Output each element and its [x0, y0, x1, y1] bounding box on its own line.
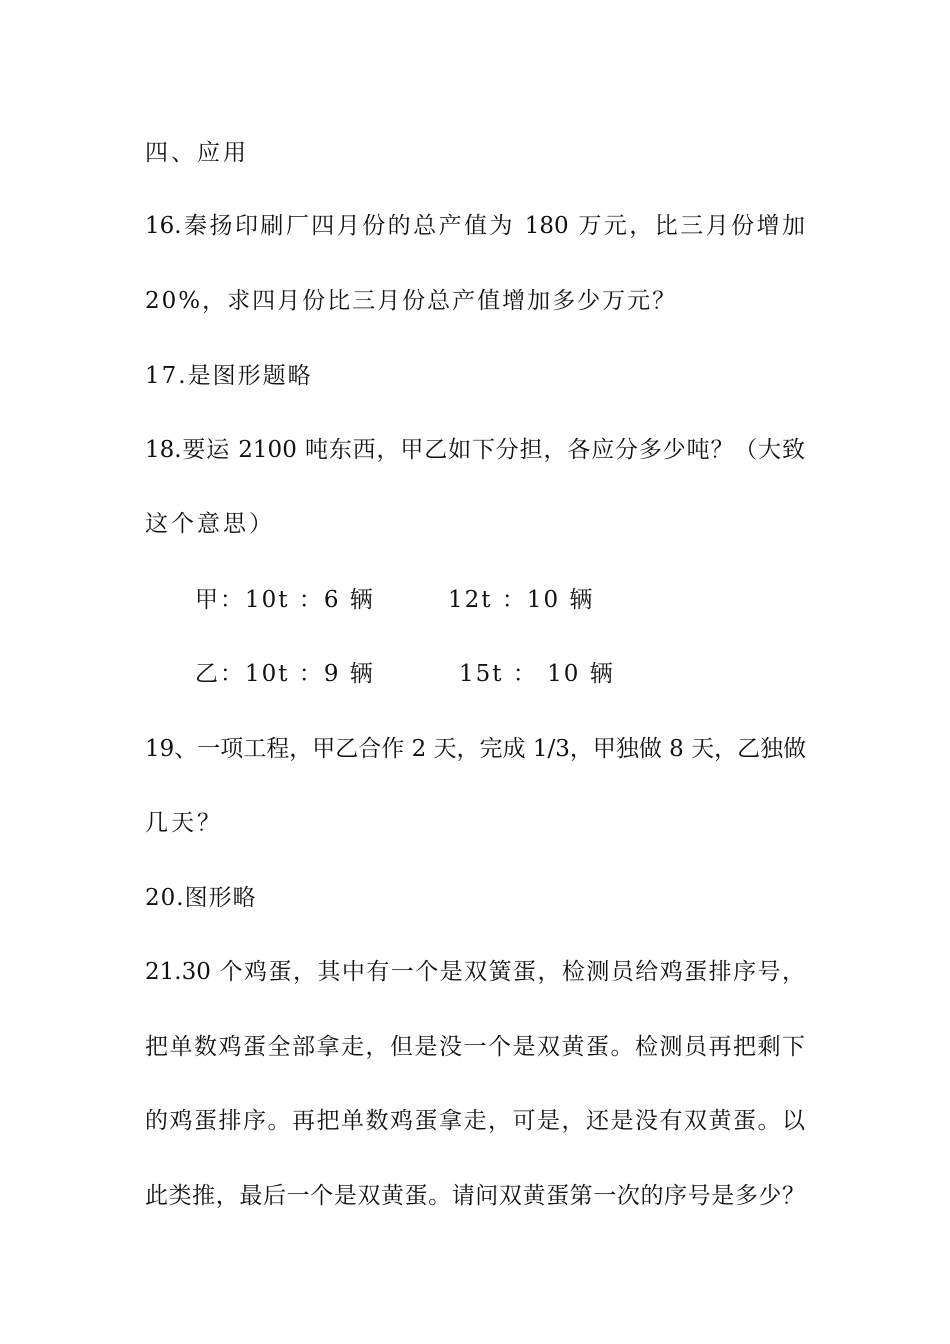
q16-line-1: 16.秦扬印刷厂四月份的总产值为 180 万元，比三月份增加: [145, 213, 805, 239]
q18-row-jia-right: 12t ：10 辆: [448, 587, 595, 613]
q18-line-1: 18.要运 2100 吨东西，甲乙如下分担，各应分多少吨？（大致: [145, 437, 805, 463]
q21-line-3: 的鸡蛋排序。再把单数鸡蛋拿走，可是，还是没有双黄蛋。以: [145, 1108, 805, 1134]
q18-row-jia-left: 甲：10t ：6 辆: [195, 587, 375, 613]
q17-text: 17.是图形题略: [145, 363, 313, 389]
q21-line-2: 把单数鸡蛋全部拿走，但是没一个是双黄蛋。检测员再把剩下: [145, 1034, 805, 1060]
q19-line-2: 几天？: [145, 810, 223, 836]
section-title: 四、应用: [145, 140, 249, 166]
q21-line-1: 21.30 个鸡蛋，其中有一个是双簧蛋，检测员给鸡蛋排序号，: [145, 959, 805, 985]
q20-text: 20.图形略: [145, 885, 257, 911]
q21-line-4: 此类推，最后一个是双黄蛋。请问双黄蛋第一次的序号是多少？: [145, 1183, 805, 1209]
q19-line-1: 19、一项工程，甲乙合作 2 天，完成 1/3，甲独做 8 天，乙独做: [145, 736, 807, 762]
q18-row-yi-left: 乙：10t ：9 辆: [195, 661, 375, 687]
q18-line-2: 这个意思）: [145, 511, 275, 537]
q18-row-yi-right: 15t ： 10 辆: [459, 661, 615, 687]
q16-line-2: 20%，求四月份比三月份总产值增加多少万元？: [145, 288, 678, 314]
